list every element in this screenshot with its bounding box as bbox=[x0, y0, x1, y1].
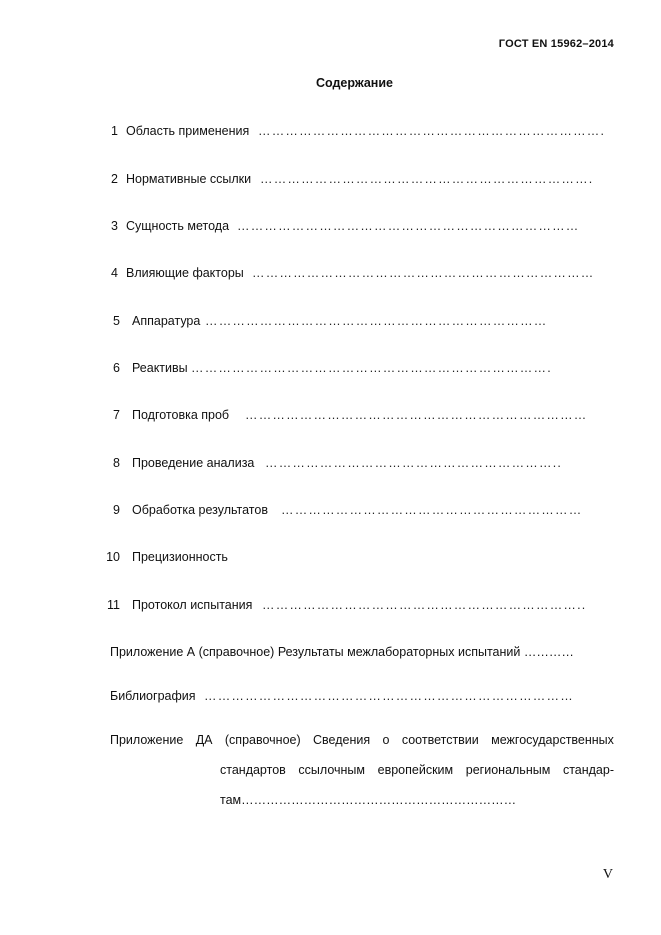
annex-da-word: Приложение bbox=[110, 733, 184, 747]
toc-leader-dots: ……………………………………………………………………… bbox=[204, 689, 574, 703]
toc-entry bbox=[0, 264, 612, 282]
annex-da-line-1 bbox=[110, 725, 614, 755]
toc-leader-dots: ………………………………………………………………. bbox=[260, 172, 594, 186]
toc-annex-a: Приложение А (справочное) Результаты межлабораторных испытаний ………… bbox=[110, 645, 574, 659]
toc-entry-number: 8 bbox=[113, 456, 120, 470]
toc-leader-dots: ………………………………………………………………… bbox=[245, 408, 588, 422]
toc-entry-number: 3 bbox=[111, 219, 118, 233]
toc-leader-dots: ……………………………………………………………………. bbox=[191, 361, 552, 375]
toc-leader-dots: ………………………………………………………………… bbox=[237, 219, 580, 233]
toc-entry-number: 11 bbox=[107, 598, 120, 612]
toc-bibliography bbox=[0, 687, 612, 705]
toc-entry bbox=[0, 359, 612, 377]
page-number: V bbox=[602, 867, 613, 882]
annex-da-word: ссылочным bbox=[298, 763, 366, 777]
annex-da-word: европейским bbox=[377, 763, 454, 777]
toc-entry-number: 7 bbox=[113, 408, 120, 422]
toc-entry-text: Влияющие факторы bbox=[126, 266, 244, 280]
toc-entry bbox=[0, 312, 612, 330]
toc-leader-dots: …………………………………………………………………. bbox=[258, 124, 606, 138]
annex-da-word: межгосударственных bbox=[491, 733, 614, 747]
toc-entry bbox=[0, 454, 612, 472]
toc-leader-dots: ………………………………………………………… bbox=[281, 503, 583, 517]
toc-leader-dots: ……………………………………………………….. bbox=[265, 456, 563, 470]
toc-entry-text: Обработка результатов bbox=[132, 503, 268, 517]
toc-entry-text: Прецизионность bbox=[132, 550, 228, 564]
toc-entry bbox=[0, 170, 612, 188]
toc-entry-number: 1 bbox=[111, 124, 118, 138]
toc-entry-text: Сущность метода bbox=[126, 219, 230, 233]
toc-title: Содержание bbox=[315, 76, 393, 90]
toc-leader-dots: ………………………………………………………………… bbox=[205, 314, 548, 328]
toc-entry-text: Проведение анализа bbox=[132, 456, 255, 470]
annex-da-word: стандар- bbox=[562, 763, 614, 777]
toc-entry-text: Библиография bbox=[110, 689, 196, 703]
toc-entry bbox=[0, 122, 612, 140]
annex-da-word: стандартов bbox=[220, 763, 286, 777]
annex-da-word: ДА bbox=[195, 733, 213, 747]
toc-entry-number: 9 bbox=[113, 503, 120, 517]
toc-entry-number: 10 bbox=[106, 550, 120, 564]
annex-da-word: Сведения bbox=[313, 733, 371, 747]
document-code: ГОСТ EN 15962–2014 bbox=[498, 38, 614, 50]
annex-da-line-3: там………………………………………………………… bbox=[220, 793, 517, 807]
toc-entry bbox=[0, 501, 612, 519]
toc-entry bbox=[0, 596, 612, 614]
toc-entry-number: 6 bbox=[113, 361, 120, 375]
toc-leader-dots: ………………………………………………………………… bbox=[252, 266, 595, 280]
toc-entry-number: 2 bbox=[111, 172, 118, 186]
toc-entry bbox=[0, 548, 612, 566]
toc-entry-text: Протокол испытания bbox=[132, 598, 253, 612]
annex-da-line-2 bbox=[110, 755, 614, 785]
toc-annex-da bbox=[110, 725, 614, 815]
toc-entry-text: Аппаратура bbox=[132, 314, 201, 328]
toc-entry-text: Нормативные ссылки bbox=[126, 172, 252, 186]
toc-entry-text: Подготовка проб bbox=[132, 408, 230, 422]
toc-entry bbox=[0, 217, 612, 235]
annex-da-word: региональным bbox=[465, 763, 551, 777]
toc-entry-number: 4 bbox=[111, 266, 118, 280]
toc-entry-text: Реактивы bbox=[132, 361, 188, 375]
annex-da-word: соответствии bbox=[401, 733, 479, 747]
toc-entry-number: 5 bbox=[113, 314, 120, 328]
annex-da-word: (справочное) bbox=[224, 733, 301, 747]
annex-da-word: о bbox=[382, 733, 390, 747]
toc-leader-dots: …………………………………………………………….. bbox=[262, 598, 587, 612]
toc-entry bbox=[0, 406, 612, 424]
toc-entry-text: Область применения bbox=[126, 124, 250, 138]
